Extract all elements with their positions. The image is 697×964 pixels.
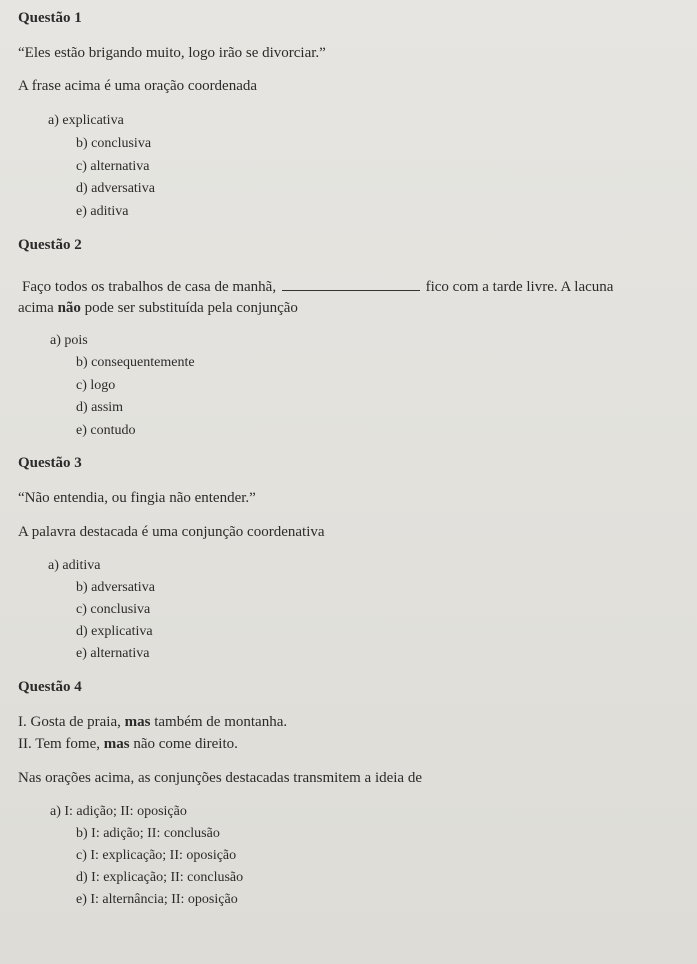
q1-title: Questão 1 xyxy=(18,10,82,26)
q2-option-b: b) consequentemente xyxy=(76,355,195,370)
q3-option-c: c) conclusiva xyxy=(76,602,151,617)
q4-s1-part1: I. Gosta de praia, xyxy=(18,714,121,730)
q1-prompt: A frase acima é uma oração coordenada xyxy=(18,78,258,94)
q4-option-c: c) I: explicação; II: oposição xyxy=(76,848,237,863)
q4-s1-part2: também de montanha. xyxy=(154,714,288,730)
q4-s2-part2: não come direito. xyxy=(133,736,238,752)
q4-option-b: b) I: adição; II: conclusão xyxy=(76,826,220,841)
q1-option-b: b) conclusiva xyxy=(76,136,152,151)
q3-prompt: A palavra destacada é uma conjunção coordenativa xyxy=(18,524,325,540)
q1-option-e: e) aditiva xyxy=(76,204,129,219)
q4-option-d: d) I: explicação; II: conclusão xyxy=(76,870,244,885)
q3-quote: “Não entendia, ou fingia não entender.” xyxy=(18,490,256,506)
q2-option-d: d) assim xyxy=(76,400,124,415)
q2-text-line1 xyxy=(22,278,613,296)
q2-text-part1: Faço todos os trabalhos de casa de manhã, xyxy=(22,279,277,295)
q2-text-line2 xyxy=(18,300,298,317)
q4-option-e: e) I: alternância; II: oposição xyxy=(76,892,238,907)
q3-option-a: a) aditiva xyxy=(48,558,101,573)
q4-option-a: a) I: adição; II: oposição xyxy=(50,804,187,819)
q2-option-a: a) pois xyxy=(50,333,88,348)
q4-s2-highlight-mas: mas xyxy=(103,736,130,752)
q1-option-d: d) adversativa xyxy=(76,181,155,196)
q2-text-part2: fico com a tarde livre. A lacuna xyxy=(425,279,614,295)
q2-blank xyxy=(282,278,420,291)
q2-option-e: e) contudo xyxy=(76,423,136,438)
q2-highlight-nao: não xyxy=(57,300,81,316)
q3-option-d: d) explicativa xyxy=(76,624,153,639)
q3-option-b: b) adversativa xyxy=(76,580,155,595)
q2-text-part4: pode ser substituída pela conjunção xyxy=(84,300,298,316)
q4-title: Questão 4 xyxy=(18,679,82,695)
q2-option-c: c) logo xyxy=(76,378,116,393)
q1-option-a: a) explicativa xyxy=(48,113,124,128)
q1-quote: “Eles estão brigando muito, logo irão se divorciar.” xyxy=(18,45,326,61)
q4-prompt: Nas orações acima, as conjunções destacadas transmitem a ideia de xyxy=(18,770,422,786)
q2-title: Questão 2 xyxy=(18,237,82,253)
q4-sentence-2 xyxy=(18,736,238,753)
q4-sentence-1 xyxy=(18,714,287,731)
q4-s1-highlight-mas: mas xyxy=(124,714,151,730)
q3-title: Questão 3 xyxy=(18,455,82,471)
q2-text-part3: acima xyxy=(18,300,54,316)
q1-option-c: c) alternativa xyxy=(76,159,150,174)
q3-option-e: e) alternativa xyxy=(76,646,150,661)
q4-s2-part1: II. Tem fome, xyxy=(18,736,100,752)
